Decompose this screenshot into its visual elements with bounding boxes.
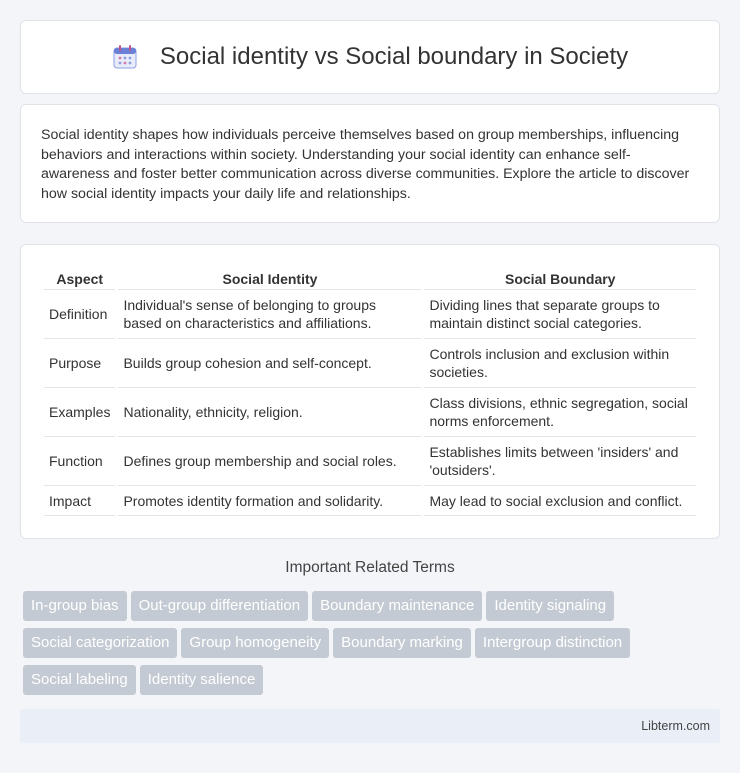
table-row [44,388,696,437]
comparison-table-card [20,244,720,539]
table-row [44,437,696,486]
table-header-row [44,265,696,290]
page-title: Social identity vs Social boundary in Society [159,43,629,70]
row-boundary: Establishes limits between 'insiders' and 'outsiders'. [424,437,696,486]
related-term-tag[interactable]: Group homogeneity [181,628,329,658]
related-term-tag[interactable]: Social labeling [23,665,136,695]
row-aspect: Purpose [44,339,115,388]
row-identity: Individual's sense of belonging to groups based on characteristics and affiliations. [118,290,421,339]
row-identity: Promotes identity formation and solidarity. [118,486,421,516]
header-social-boundary: Social Boundary [424,265,696,290]
row-identity: Defines group membership and social roles. [118,437,421,486]
related-term-tag[interactable]: Identity signaling [486,591,614,621]
intro-text: Social identity shapes how individuals perceive themselves based on group memberships, influencing behaviors and interactions within society. Understanding your social identity can enhance self-awareness and foster better communication across diverse communities. Explore the article to discover how social identity impacts your daily life and relationships. [41,127,690,202]
row-boundary: Class divisions, ethnic segregation, social norms enforcement. [424,388,696,437]
table-row [44,290,696,339]
related-term-tag[interactable]: Boundary marking [333,628,471,658]
row-identity: Nationality, ethnicity, religion. [118,388,421,437]
row-aspect: Function [44,437,115,486]
row-boundary: Dividing lines that separate groups to maintain distinct social categories. [424,290,696,339]
header-aspect: Aspect [44,265,115,290]
comparison-table [41,265,699,516]
row-boundary: May lead to social exclusion and conflict. [424,486,696,516]
row-identity: Builds group cohesion and self-concept. [118,339,421,388]
table-row [44,486,696,516]
related-term-tag[interactable]: Social categorization [23,628,177,658]
footer [20,709,720,743]
related-terms-list [23,591,723,702]
row-aspect: Examples [44,388,115,437]
header-social-identity: Social Identity [118,265,421,290]
related-term-tag[interactable]: Out-group differentiation [131,591,309,621]
row-aspect: Definition [44,290,115,339]
related-term-tag[interactable]: Boundary maintenance [312,591,482,621]
row-aspect: Impact [44,486,115,516]
related-terms-title: Important Related Terms [285,559,455,576]
related-term-tag[interactable]: In-group bias [23,591,127,621]
header-card [20,20,720,94]
footer-site-link[interactable]: Libterm.com [641,719,710,733]
row-boundary: Controls inclusion and exclusion within societies. [424,339,696,388]
calendar-icon [112,44,138,70]
related-term-tag[interactable]: Intergroup distinction [475,628,630,658]
intro-card [20,104,720,223]
related-term-tag[interactable]: Identity salience [140,665,264,695]
table-row [44,339,696,388]
